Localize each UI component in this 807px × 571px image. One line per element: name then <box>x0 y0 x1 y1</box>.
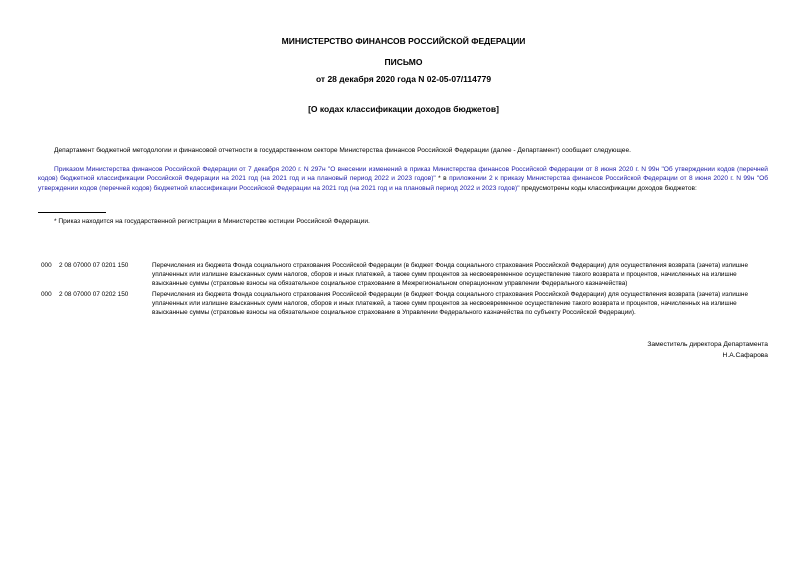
signature-name: Н.А.Сафарова <box>722 352 768 359</box>
order-reference-paragraph <box>38 165 768 193</box>
admin-code: 000 <box>41 262 52 269</box>
document-subject: [О кодах классификации доходов бюджетов] <box>308 104 499 114</box>
footnote-text: * Приказ находится на государственной регистрации в Министерстве юстиции Российской Федерации. <box>54 218 370 225</box>
signature-position: Заместитель директора Департамента <box>647 341 768 348</box>
ministry-heading: МИНИСТЕРСТВО ФИНАНСОВ РОССИЙСКОЙ ФЕДЕРАЦИИ <box>281 36 526 46</box>
order-text-connector: в <box>440 175 450 183</box>
order-297n-link[interactable]: Приказом Министерства финансов Российской Федерации от 7 декабря 2020 г. N 297н "О внесении изменений в приказ Министерства финансов Российской Федерации от 8 июня 2020 г. N 99н "Об утверждении кодов (перечней кодов) бюджетной классификации Российской Федерации на 2021 год (на 2021 год и на плановый период 2022 и 2023 годов)" <box>38 166 768 183</box>
footnote-divider <box>38 212 106 213</box>
admin-code: 000 <box>41 291 52 298</box>
code-description: Перечисления из бюджета Фонда социального страхования Российской Федерации (в бюджет Фонда социального страхования Российской Федерации) для осуществления возврата (зачета) излишне уплаченных или излишне взысканных сумм налогов, сборов и иных платежей, а также сумм процентов за несвоевременное осуществление такого возврата и процентов, начисленных на излишне взысканные суммы (страховые взносы на обязательное социальное страхование в Межрегиональном операционном управлении Федерального казначейства) <box>152 262 749 287</box>
footnote-marker: * <box>435 175 441 183</box>
document-type: ПИСЬМО <box>384 57 423 67</box>
document-date-number: от 28 декабря 2020 года N 02-05-07/114779 <box>315 74 492 84</box>
code-description: Перечисления из бюджета Фонда социального страхования Российской Федерации (в бюджет Фонда социального страхования Российской Федерации) для осуществления возврата (зачета) излишне уплаченных или излишне взысканных сумм налогов, сборов и иных платежей, а также сумм процентов за несвоевременное осуществление такого возврата и процентов, начисленных на излишне взысканные суммы (страховые взносы на обязательное социальное страхование в Управлении Федерального казначейства по субъекту Российской Федерации). <box>152 291 749 316</box>
order-text-tail: предусмотрены коды классификации доходов бюджетов: <box>519 184 697 192</box>
intro-paragraph: Департамент бюджетной методологии и финансовой отчетности в государственном секторе Министерства финансов Российской Федерации (далее - Департамент) сообщает следующее. <box>54 147 631 154</box>
appendix-2-link[interactable]: приложении 2 к приказу Министерства финансов Российской Федерации от 8 июня 2020 г. N 99н "Об утверждении кодов (перечней кодов) бюджетной классификации Российской Федерации на 2021 год (на 2021 год и на плановый период 2022 и 2023 годов)" <box>38 175 768 192</box>
revenue-code: 2 08 07000 07 0201 150 <box>59 262 129 269</box>
revenue-code: 2 08 07000 07 0202 150 <box>59 291 129 298</box>
